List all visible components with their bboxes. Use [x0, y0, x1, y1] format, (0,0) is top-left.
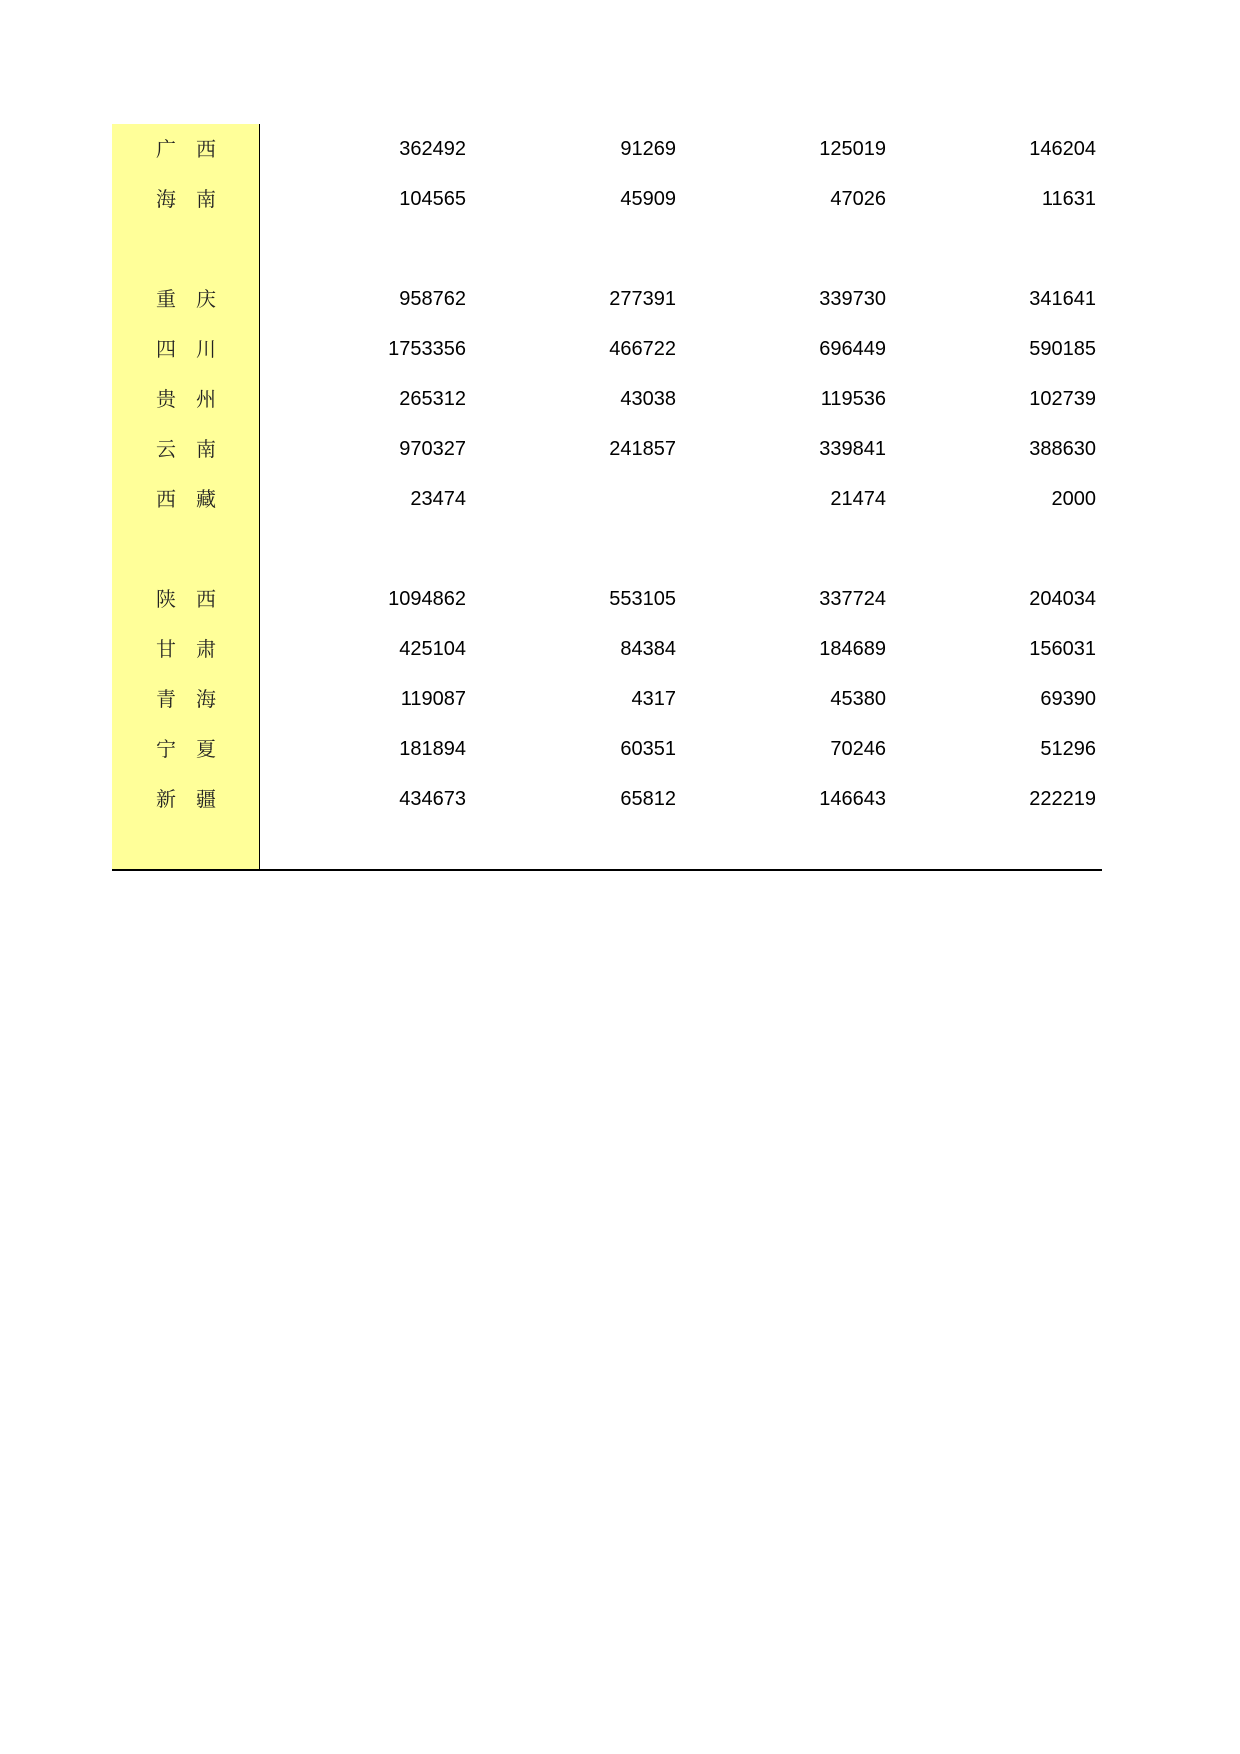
- value-cell: 277391: [609, 288, 676, 310]
- table-row: [112, 474, 1102, 524]
- value-cell: 222219: [1029, 788, 1096, 810]
- table-row: [112, 124, 1102, 174]
- value-cell: 241857: [609, 438, 676, 460]
- value-cell: 1094862: [388, 588, 466, 610]
- value-cell: 43038: [620, 388, 676, 410]
- table-bottom-rule: [112, 869, 1102, 871]
- value-cell: 970327: [399, 438, 466, 460]
- value-cell: 91269: [620, 138, 676, 160]
- value-cell: 339841: [819, 438, 886, 460]
- value-cell: 60351: [620, 738, 676, 760]
- value-cell: 146643: [819, 788, 886, 810]
- table-row: [112, 174, 1102, 224]
- region-name: 宁夏: [156, 737, 236, 761]
- value-cell: 69390: [1040, 688, 1096, 710]
- value-cell: 958762: [399, 288, 466, 310]
- value-cell: 23474: [410, 488, 466, 510]
- value-cell: 696449: [819, 338, 886, 360]
- value-cell: [496, 474, 676, 524]
- value-cell: 51296: [1040, 738, 1096, 760]
- value-cell: 102739: [1029, 388, 1096, 410]
- value-cell: 425104: [399, 638, 466, 660]
- table-row: [112, 774, 1102, 824]
- value-cell: 181894: [399, 738, 466, 760]
- value-cell: 119536: [820, 388, 886, 410]
- region-name: 青海: [156, 687, 236, 711]
- region-name: 重庆: [156, 287, 236, 311]
- table-row: [112, 674, 1102, 724]
- value-cell: 184689: [819, 638, 886, 660]
- data-table: [112, 124, 1102, 824]
- region-name: 云南: [156, 437, 236, 461]
- region-name: 西藏: [156, 487, 236, 511]
- value-cell: 466722: [609, 338, 676, 360]
- value-cell: 11631: [1041, 188, 1096, 210]
- value-cell: 156031: [1029, 638, 1096, 660]
- value-cell: 337724: [819, 588, 886, 610]
- value-cell: 265312: [399, 388, 466, 410]
- value-cell: 1753356: [388, 338, 466, 360]
- region-name: 海南: [156, 187, 236, 211]
- value-cell: 104565: [399, 188, 466, 210]
- value-cell: 362492: [399, 138, 466, 160]
- region-name: 贵州: [156, 387, 236, 411]
- table-row: [112, 374, 1102, 424]
- table-row: [112, 624, 1102, 674]
- spacer-row: [112, 524, 1102, 574]
- table-row: [112, 274, 1102, 324]
- value-cell: 119087: [400, 688, 466, 710]
- value-cell: 204034: [1029, 588, 1096, 610]
- region-name: 广西: [156, 137, 236, 161]
- value-cell: 590185: [1029, 338, 1096, 360]
- table-row: [112, 574, 1102, 624]
- value-cell: 339730: [819, 288, 886, 310]
- table-row: [112, 424, 1102, 474]
- region-name: 甘肃: [156, 637, 236, 661]
- table-row: [112, 724, 1102, 774]
- value-cell: 45380: [830, 688, 886, 710]
- value-cell: 21474: [830, 488, 886, 510]
- value-cell: 84384: [620, 638, 676, 660]
- value-cell: 45909: [620, 188, 676, 210]
- value-cell: 146204: [1029, 138, 1096, 160]
- value-cell: 65812: [620, 788, 676, 810]
- value-cell: 2000: [1051, 488, 1096, 510]
- value-cell: 70246: [830, 738, 886, 760]
- value-cell: 125019: [819, 138, 886, 160]
- value-cell: 553105: [609, 588, 676, 610]
- value-cell: 434673: [399, 788, 466, 810]
- table-row: [112, 324, 1102, 374]
- value-cell: 4317: [631, 688, 676, 710]
- value-cell: 47026: [830, 188, 886, 210]
- region-name: 新疆: [156, 787, 236, 811]
- region-name: 陕西: [156, 587, 236, 611]
- value-cell: 388630: [1029, 438, 1096, 460]
- region-name: 四川: [156, 337, 236, 361]
- spacer-row: [112, 224, 1102, 274]
- value-cell: 341641: [1029, 288, 1096, 310]
